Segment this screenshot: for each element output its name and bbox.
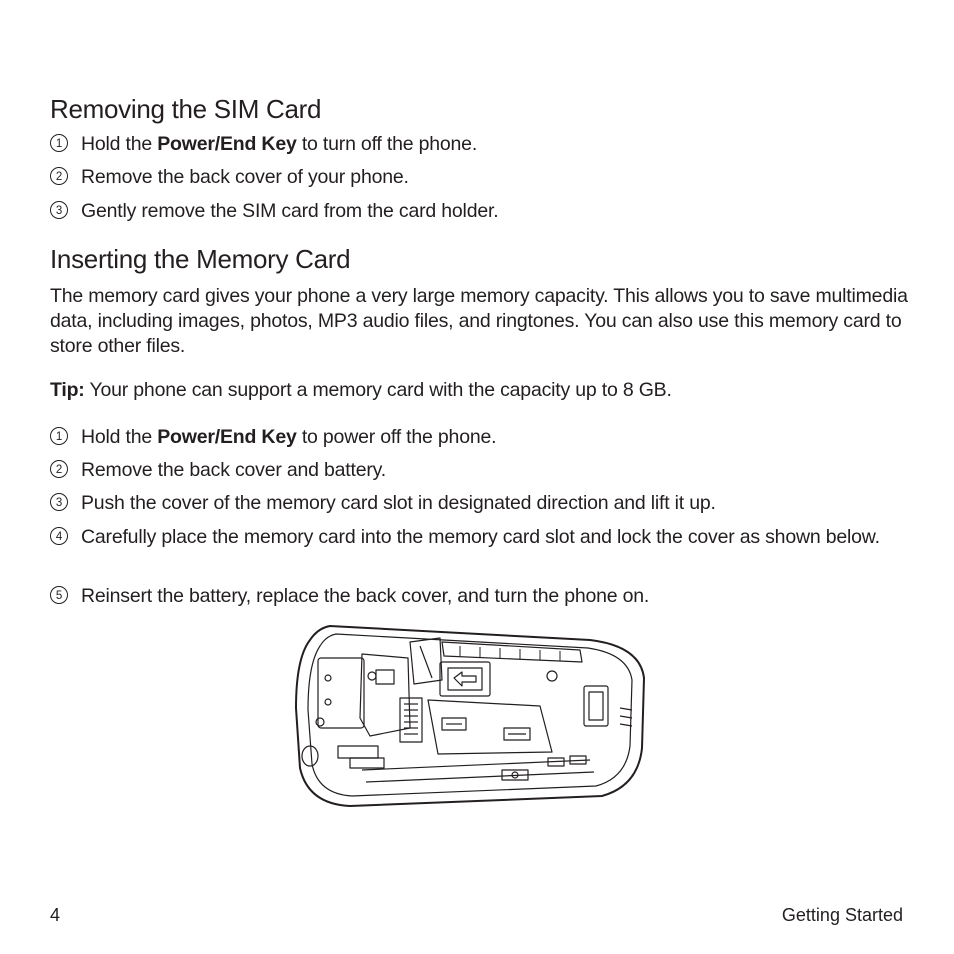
footer-section-name: Getting Started <box>781 905 903 925</box>
sim-step-1: 1 Hold the Power/End Key to turn off the phone. <box>50 132 900 157</box>
tip-paragraph <box>50 378 910 403</box>
step-number: 3 <box>50 201 68 219</box>
tip-text: Your phone can support a memory card with the capacity up to 8 GB. <box>84 379 672 401</box>
key-name: Power/End Key <box>157 426 297 448</box>
memory-step-5: 5 Reinsert the battery, replace the back cover, and turn the phone on. <box>50 584 900 609</box>
memory-step-1: 1 Hold the Power/End Key to power off the phone. <box>50 425 900 450</box>
step-number: 2 <box>50 167 68 185</box>
step-number: 1 <box>50 134 68 152</box>
step-number: 5 <box>50 586 68 604</box>
step-number: 3 <box>50 493 68 511</box>
memory-step-2: 2 Remove the back cover and battery. <box>50 458 900 483</box>
memory-card-intro: The memory card gives your phone a very large memory capacity. This allows you to save multimedia data, including images, photos, MP3 audio files, and ringtones. You can also use this memory card to store other files. <box>50 285 908 357</box>
section-title-memory-card: Inserting the Memory Card <box>50 244 351 274</box>
step-number: 2 <box>50 460 68 478</box>
page-number: 4 <box>50 905 61 925</box>
sim-step-3: 3 Gently remove the SIM card from the card holder. <box>50 199 900 224</box>
sim-step-2: 2 Remove the back cover of your phone. <box>50 165 900 190</box>
memory-step-4: 4 Carefully place the memory card into the memory card slot and lock the cover as shown below. <box>50 525 900 550</box>
step-number: 4 <box>50 527 68 545</box>
tip-label: Tip: <box>50 379 85 401</box>
phone-memory-card-illustration <box>290 618 652 810</box>
section-title-removing-sim: Removing the SIM Card <box>50 94 322 124</box>
key-name: Power/End Key <box>157 133 297 155</box>
step-number: 1 <box>50 427 68 445</box>
memory-step-3: 3 Push the cover of the memory card slot in designated direction and lift it up. <box>50 491 900 516</box>
